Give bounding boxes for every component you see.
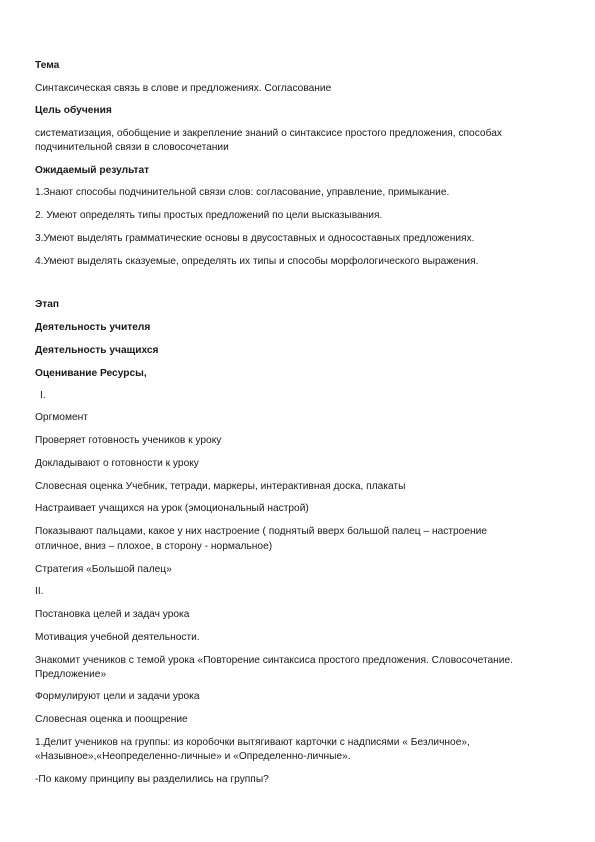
goal-text-line-2: подчинительной связи в словосочетании: [35, 142, 229, 153]
stage-1-student-activity-2-line-1: Показывают пальцами, какое у них настроение ( поднятый вверх большой палец – настроение: [35, 526, 487, 537]
result-item-1: 1.Знают способы подчинительной связи слов: согласование, управление, примыкание.: [35, 187, 450, 198]
stage-2-number: II.: [35, 586, 44, 597]
stage-2-question: -По какому принципу вы разделились на группы?: [35, 774, 269, 785]
stage-2-task-line-2: «Назывное»,«Неопределенно-личные» и «Определенно-личные».: [35, 751, 351, 762]
stage-1-student-activity-1: Докладывают о готовности к уроку: [35, 458, 199, 469]
stage-1-assessment: Словесная оценка Учебник, тетради, маркеры, интерактивная доска, плакаты: [35, 481, 406, 492]
stage-header: Этап: [35, 299, 60, 310]
student-activity-header: Деятельность учащихся: [35, 345, 159, 356]
stage-1-teacher-activity-2: Настраивает учащихся на урок (эмоциональный настрой): [35, 503, 309, 514]
stage-1-strategy: Стратегия «Большой палец»: [35, 564, 172, 575]
stage-1-number: I.: [40, 390, 46, 401]
stage-2-name: Постановка целей и задач урока: [35, 609, 190, 620]
teacher-activity-header: Деятельность учителя: [35, 322, 151, 333]
result-item-2: 2. Умеют определять типы простых предложений по цели высказывания.: [35, 210, 383, 221]
stage-1-student-activity-2-line-2: отличное, вниз – плохое, в сторону - нормальное): [35, 541, 273, 552]
stage-2-student-activity: Формулируют цели и задачи урока: [35, 691, 200, 702]
theme-text: Синтаксическая связь в слове и предложениях. Согласование: [35, 83, 332, 94]
stage-2-assessment: Словесная оценка и поощрение: [35, 714, 188, 725]
result-item-3: 3.Умеют выделять грамматические основы в двусоставных и односоставных предложениях.: [35, 233, 475, 244]
goal-heading: Цель обучения: [35, 105, 112, 116]
result-heading: Ожидаемый результат: [35, 165, 150, 176]
stage-1-name: Оргмомент: [35, 412, 88, 423]
goal-text-line-1: систематизация, обобщение и закрепление знаний о синтаксисе простого предложения, способах: [35, 128, 502, 139]
stage-2-teacher-activity-line-2: Предложение»: [35, 669, 107, 680]
stage-2-task-line-1: 1.Делит учеников на группы: из коробочки вытягивают карточки с надписями « Безличное»,: [35, 737, 470, 748]
result-item-4: 4.Умеют выделять сказуемые, определять их типы и способы морфологического выражения.: [35, 256, 479, 267]
stage-2-teacher-activity-line-1: Знакомит учеников с темой урока «Повторение синтаксиса простого предложения. Словосочетание.: [35, 655, 513, 666]
stage-2-motivation: Мотивация учебной деятельности.: [35, 632, 200, 643]
assessment-resources-header: Оценивание Ресурсы,: [35, 368, 147, 379]
theme-heading: Тема: [35, 60, 60, 71]
stage-1-teacher-activity-1: Проверяет готовность учеников к уроку: [35, 435, 222, 446]
